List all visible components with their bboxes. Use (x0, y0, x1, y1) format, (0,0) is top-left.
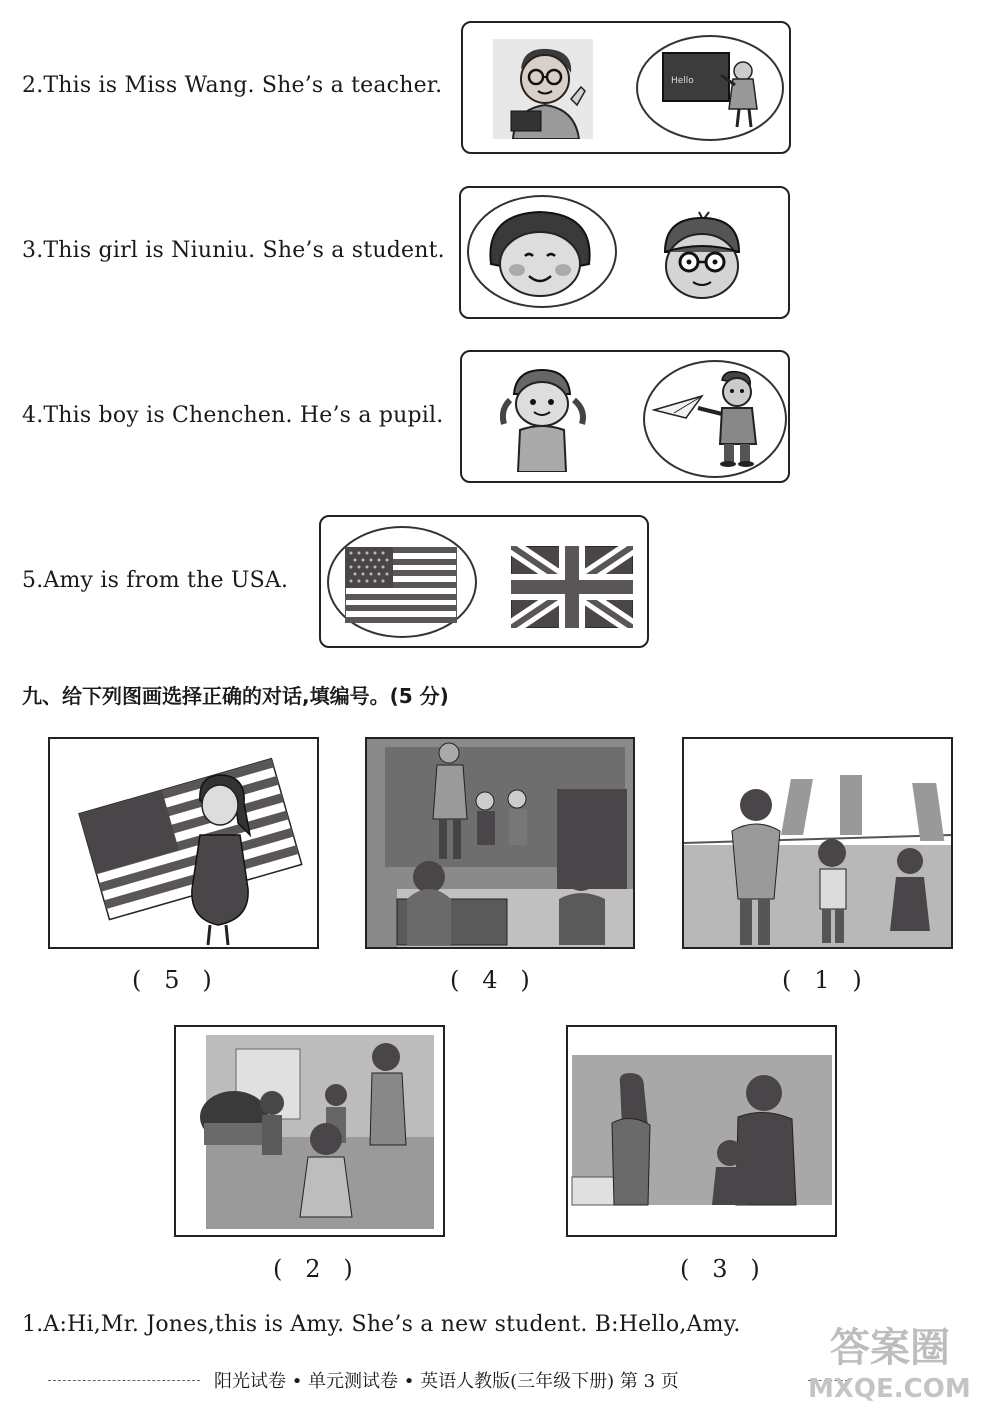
boy-with-glasses-icon (657, 210, 747, 302)
answer-slot-4: ( 2 ) (273, 1255, 353, 1283)
teacher-students-illustration (684, 739, 951, 947)
scene-teacher-meets-students (682, 737, 953, 949)
sentence-3: 3.This girl is Niuniu. She’s a student. (22, 238, 445, 263)
uk-flag-icon (511, 546, 633, 628)
mother-child-illustration (568, 1027, 835, 1235)
blackboard-text: Hello (671, 76, 694, 86)
scene-schoolyard-greeting (174, 1025, 445, 1237)
usa-flag-icon (345, 547, 457, 623)
scene-classroom-introduction (365, 737, 635, 949)
schoolyard-illustration (176, 1027, 443, 1235)
classroom-illustration (367, 739, 633, 947)
picture-box-3 (459, 186, 790, 319)
girl-pigtails-icon (500, 366, 586, 472)
boy-paper-plane-icon (652, 370, 772, 468)
answer-slot-2: ( 4 ) (450, 966, 530, 994)
sentence-2: 2.This is Miss Wang. She’s a teacher. (22, 73, 443, 98)
footer-text: 阳光试卷 • 单元测试卷 • 英语人教版(三年级下册) 第 3 页 (214, 1371, 679, 1392)
picture-box-5 (319, 515, 649, 648)
man-teacher-icon (493, 39, 593, 139)
sentence-5: 5.Amy is from the USA. (22, 568, 289, 593)
answer-slot-1: ( 5 ) (132, 966, 212, 994)
watermark-url-text: MXQE.COM (808, 1374, 971, 1404)
watermark-logo-text: 答案圈 (830, 1325, 950, 1371)
answer-slot-3: ( 1 ) (782, 966, 862, 994)
scene-mother-and-child (566, 1025, 837, 1237)
girl-face-icon (485, 206, 595, 300)
teacher-at-blackboard-icon (659, 49, 763, 131)
picture-box-4 (460, 350, 790, 483)
dialogue-line-1: 1.A:Hi,Mr. Jones,this is Amy. She’s a new student. B:Hello,Amy. (22, 1312, 741, 1337)
girl-usa-flag-illustration (50, 739, 317, 947)
scene-girl-with-usa-flag (48, 737, 319, 949)
section-9-title: 九、给下列图画选择正确的对话,填编号。(5 分) (22, 684, 449, 708)
picture-box-2 (461, 21, 791, 154)
answer-slot-5: ( 3 ) (680, 1255, 760, 1283)
footer-divider-left (48, 1380, 200, 1381)
sentence-4: 4.This boy is Chenchen. He’s a pupil. (22, 403, 444, 428)
